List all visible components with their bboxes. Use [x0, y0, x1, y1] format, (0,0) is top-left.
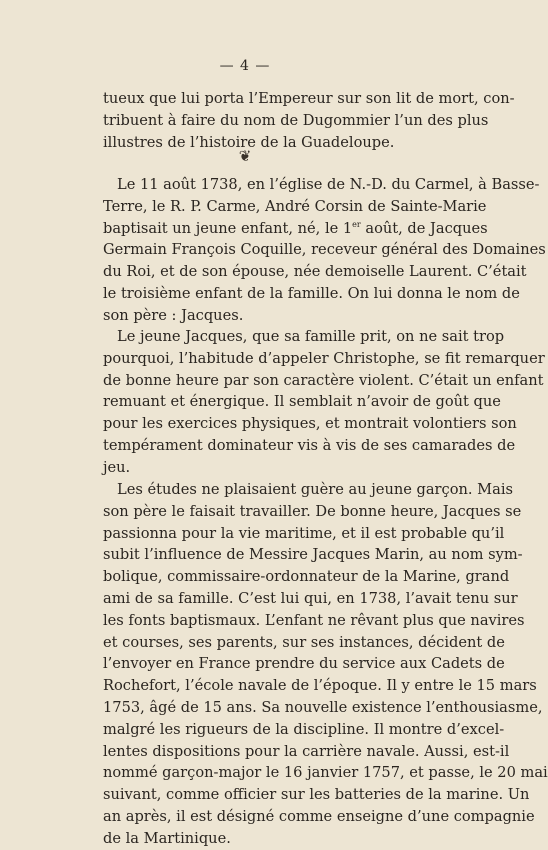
- text-line: son père : Jacques.: [103, 306, 244, 324]
- text-line: [103, 218, 488, 240]
- text-line: jeu.: [103, 458, 131, 476]
- text-line: remuant et énergique. Il semblait n’avoir de goût que: [103, 393, 501, 411]
- text-fragment: baptisait un jeune enfant, né, le 1: [103, 219, 353, 237]
- paragraph-baptism: [103, 174, 546, 327]
- text-line: bolique, commissaire-ordonnateur de la Marine, grand: [103, 568, 510, 586]
- text-line: tempérament dominateur vis à vis de ses camarades de: [103, 436, 516, 454]
- text-line: passionna pour la vie maritime, et il est probable qu’il: [103, 524, 505, 542]
- text-line: 1753, âgé de 15 ans. Sa nouvelle existence l’enthousiasme,: [103, 698, 543, 716]
- superscript: er: [352, 219, 361, 229]
- text-line: illustres de l’histoire de la Guadeloupe.: [103, 133, 395, 151]
- page-number: — 4 —: [219, 58, 271, 74]
- text-line: Terre, le R. P. Carme, André Corsin de Sainte-Marie: [103, 197, 487, 215]
- text-line: Germain François Coquille, receveur général des Domaines: [103, 241, 546, 259]
- text-line: Les études ne plaisaient guère au jeune garçon. Mais: [117, 481, 513, 498]
- text-line: Rochefort, l’école navale de l’époque. Il y entre le 15 mars: [103, 677, 537, 695]
- text-line: tueux que lui porta l’Empereur sur son lit de mort, con-: [103, 90, 515, 107]
- text-line: le troisième enfant de la famille. On lui donna le nom de: [103, 284, 520, 302]
- text-line: de la Martinique.: [103, 829, 231, 847]
- text-line: lentes dispositions pour la carrière navale. Aussi, est-il: [103, 742, 510, 760]
- text-line: de bonne heure par son caractère violent. C’était un enfant: [103, 371, 544, 389]
- text-line: son père le faisait travailler. De bonne heure, Jacques se: [103, 502, 522, 520]
- paragraph-studies: [103, 479, 548, 850]
- text-line: pour les exercices physiques, et montrait volontiers son: [103, 415, 517, 433]
- text-line: suivant, comme officier sur les batteries de la marine. Un: [103, 786, 530, 804]
- text-line: Le 11 août 1738, en l’église de N.-D. du Carmel, à Basse-: [117, 176, 540, 193]
- text-line: et courses, ses parents, sur ses instances, décident de: [103, 633, 505, 651]
- text-line: ami de sa famille. C’est lui qui, en 1738, l’avait tenu sur: [103, 589, 518, 607]
- fleuron-ornament-icon: ❦: [238, 147, 252, 165]
- text-line: subit l’influence de Messire Jacques Marin, au nom sym-: [103, 546, 523, 564]
- text-line: du Roi, et de son épouse, née demoiselle Laurent. C’était: [103, 263, 527, 281]
- text-line: an après, il est désigné comme enseigne d’une compagnie: [103, 807, 535, 825]
- text-line: Le jeune Jacques, que sa famille prit, on ne sait trop: [117, 328, 505, 345]
- text-line: les fonts baptismaux. L’enfant ne rêvant plus que navires: [103, 611, 525, 629]
- intro-paragraph: [103, 88, 515, 153]
- paragraph-childhood: [103, 326, 545, 479]
- text-fragment: août, de Jacques: [360, 219, 488, 237]
- text-line: tribuent à faire du nom de Dugommier l’un des plus: [103, 111, 489, 129]
- text-line: nommé garçon-major le 16 janvier 1757, et passe, le 20 mai: [103, 764, 548, 782]
- text-line: pourquoi, l’habitude d’appeler Christophe, se fit remarquer: [103, 349, 545, 367]
- text-line: malgré les rigueurs de la discipline. Il montre d’excel-: [103, 720, 505, 738]
- text-line: l’envoyer en France prendre du service aux Cadets de: [103, 655, 505, 673]
